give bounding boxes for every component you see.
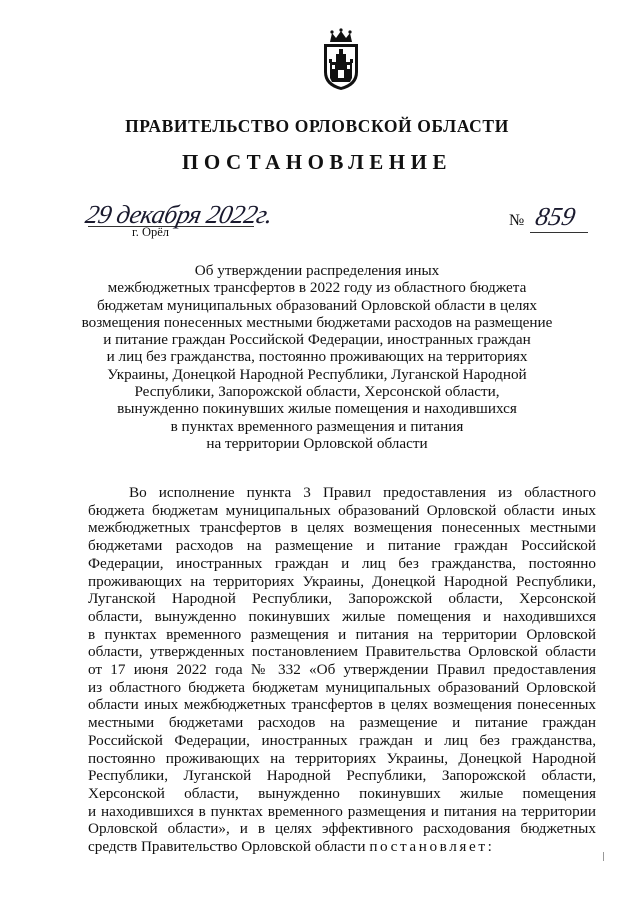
body-line: постоянно проживающих на территориях Украины, Донецкой Народной [88,749,596,767]
subject-line: Украины, Донецкой Народной Республики, Луганской Народной [107,365,527,383]
coat-of-arms-icon [318,28,364,92]
document-type-title: ПОСТАНОВЛЕНИЕ [182,150,452,174]
resolves-word: постановляет: [369,838,495,856]
number-underline [530,232,588,233]
body-line: и находившихся в пунктах временного размещения и питания на территории [88,802,596,820]
body-line: от 17 июня 2022 года № 332 «Об утверждении Правил предоставления [88,661,596,679]
body-line: Луганской Народной Республики, Запорожской области, Херсонской [88,590,596,608]
handwritten-number: 859 [533,202,579,231]
body-line: области иных межбюджетных трансфертов в целях возмещения понесенных [88,696,596,714]
body-line: Российской Федерации, иностранных граждан и лиц без гражданства, [88,731,596,749]
subject-line: и лиц без гражданства, постоянно проживающих на территориях [106,348,528,366]
body-line: Республики, Луганской Народной Республики, Запорожской области, [88,767,596,785]
subject-line: возмещения понесенных местными бюджетами расходов на размещение [81,313,553,331]
subject-line: Об утверждении распределения иных [194,262,440,279]
body-line: бюджетами расходов на размещение и питание граждан Российской [88,537,596,555]
city-label: г. Орёл [132,225,170,239]
decree-subject [60,262,574,452]
decree-body [88,484,596,856]
body-final-text: средств Правительство Орловской области [88,838,370,856]
subject-line: бюджетам муниципальных образований Орловской области в целях [96,296,538,314]
organization-title: ПРАВИТЕЛЬСТВО ОРЛОВСКОЙ ОБЛАСТИ [125,116,509,136]
body-line: из областного бюджета бюджетам муниципальных образований Орловской [88,678,596,696]
body-line: Орловской области», и в целях эффективного расходования бюджетных [88,820,596,838]
handwritten-date: 29 декабря 2022г. [83,200,276,229]
subject-line: вынужденно покинувших жилые помещения и находившихся [117,400,517,418]
body-line: бюджета бюджетам муниципальных образований Орловской области иных [88,501,596,519]
body-line: Во исполнение пункта 3 Правил предоставления из областного [129,484,596,501]
body-line: области, утвержденных постановлением Правительства Орловской области [88,643,596,661]
body-line: в пунктах временного размещения и питания на территории Орловской [88,625,596,643]
body-line: местными бюджетами расходов на размещение и питание граждан [88,714,596,732]
subject-line: на территории Орловской области [206,434,428,452]
subject-line: Республики, Запорожской области, Херсонской области, [134,383,500,401]
body-line: межбюджетных трансфертов в целях возмещения понесенных местными [88,519,596,537]
subject-line: и питание граждан Российской Федерации, иностранных граждан [103,331,531,349]
subject-line: межбюджетных трансфертов в 2022 году из областного бюджета [107,279,527,297]
body-line: проживающих на территориях Украины, Донецкой Народной Республики, [88,572,596,590]
body-line-final [88,838,596,856]
subject-line: в пунктах временного размещения и питания [170,417,464,435]
body-line: Федерации, иностранных граждан и лиц без гражданства, постоянно [88,554,596,572]
number-label: № [509,212,525,229]
body-line: области, вынужденно покинувших жилые помещения и находившихся [88,607,596,625]
scan-mark [603,852,604,861]
body-line: Херсонской области, вынужденно покинувших жилые помещения [88,784,596,802]
